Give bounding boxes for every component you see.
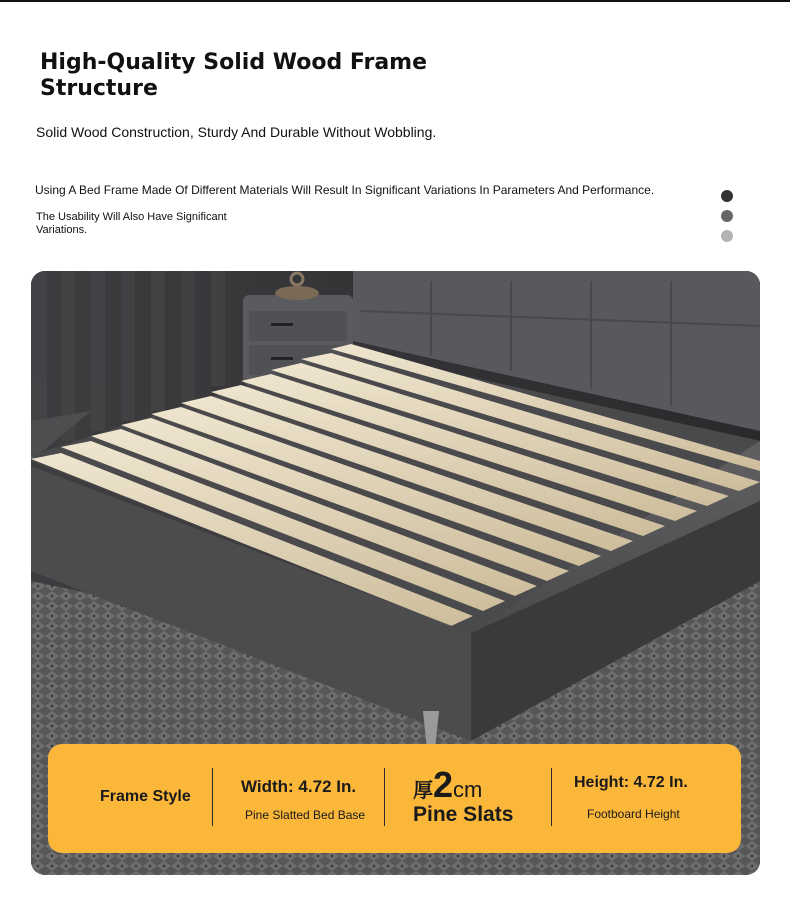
materials-note: Using A Bed Frame Made Of Different Materials Will Result In Significant Variations In Parameters And Performance. xyxy=(35,183,655,197)
frame-style-label: Frame Style xyxy=(100,788,191,805)
carousel-dot-1[interactable] xyxy=(721,190,733,202)
thickness-number: 2 xyxy=(433,764,454,805)
carousel-dot-3[interactable] xyxy=(721,230,733,242)
height-caption: Footboard Height xyxy=(587,807,680,821)
spec-divider xyxy=(384,768,385,826)
page-subtitle: Solid Wood Construction, Sturdy And Durable Without Wobbling. xyxy=(36,124,437,140)
width-caption: Pine Slatted Bed Base xyxy=(245,808,366,822)
page-title: High-Quality Solid Wood Frame Structure xyxy=(40,50,428,101)
carousel-dot-2[interactable] xyxy=(721,210,733,222)
carousel-dots xyxy=(721,190,733,250)
top-divider xyxy=(0,0,790,2)
thickness-prefix: 厚 xyxy=(413,778,433,802)
spec-divider xyxy=(551,768,552,826)
height-value: Height: 4.72 In. xyxy=(574,774,688,791)
spec-divider xyxy=(212,768,213,826)
thickness-unit: cm xyxy=(453,777,483,802)
slats-label: Pine Slats xyxy=(413,803,514,826)
width-value: Width: 4.72 In. xyxy=(241,777,357,796)
thickness-value xyxy=(413,764,482,806)
usability-note: The Usability Will Also Have Significant Variations. xyxy=(36,211,227,236)
spec-bar xyxy=(48,744,741,853)
